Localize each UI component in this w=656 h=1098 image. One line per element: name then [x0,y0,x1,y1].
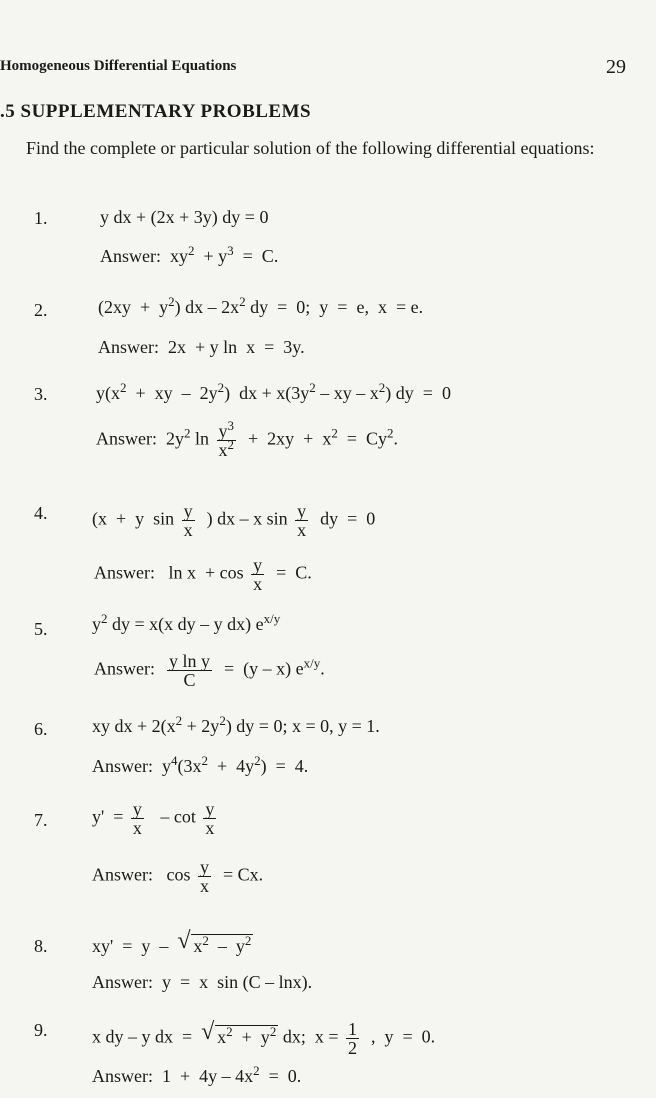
problem-number: 2. [34,300,48,320]
running-title: Homogeneous Differential Equations [0,58,237,74]
problem-equation: $y^2$ dy = x(x dy – y dx) $e^{x/y}$ [92,611,281,634]
fraction: $\frac{y}{x}$ [132,799,142,838]
problem-number: 1. [34,208,48,228]
problem-answer: Answer: $\frac{\text{y ln y}}{C}$ = (y – x) $e^{x/y}$. [94,651,325,690]
fraction: $\frac{y}{x}$ [253,555,263,594]
problem-answer: Answer: ln x + cos $\frac{y}{x}$ = C. [94,555,312,594]
square-root: √ $x^2 - y^2$ [177,928,252,956]
problem-equation: y dx + (2x + 3y) dy = 0 [100,207,269,227]
problem-answer: Answer: $xy^2 + y^3 = C$. [100,243,279,266]
section-title: .5 SUPPLEMENTARY PROBLEMS [0,101,312,122]
fraction: $\frac{\text{y ln y}}{C}$ [169,651,211,690]
problem-number: 6. [34,719,48,739]
problem-number: 3. [34,384,48,404]
fraction: $\frac{y}{x}$ [199,857,209,896]
fraction: $\frac{y}{x}$ [183,501,193,540]
section-intro: Find the complete or particular solution of the following differential equations: [26,138,595,158]
fraction: $\frac{y}{x}$ [297,501,307,540]
problem-answer: Answer: cos $\frac{y}{x}$ = Cx. [92,857,264,896]
problem-equation: xy' = y – √ $x^2 - y^2$ [92,928,252,956]
fraction: $\frac{y^3}{x^2}$ [218,418,235,460]
fraction: $\frac{y}{x}$ [205,799,215,838]
page-number: 29 [606,56,626,78]
problem-equation: xy dx + $2(x^2 + 2y^2)$ dy = 0; x = 0, y = 1. [92,713,380,736]
problem-number: 4. [34,503,48,523]
problem-answer: Answer: $1 + 4y - 4x^2 = 0$. [92,1063,302,1086]
problem-answer: Answer: $2y^2$ ln $\frac{y^3}{x^2}$ + $2xy + x^2 = Cy^2$. [96,418,398,460]
problem-answer: Answer: y = x sin (C – lnx). [92,972,313,992]
problem-equation: x dy – y dx = √ $x^2 + y^2$ dx; x = $\frac{1}{2}$ , y = 0. [92,1018,436,1058]
problem-equation: $(2xy + y^2)$ dx – $2x^2$ dy = 0; y = e, x = e. [98,294,424,317]
problem-number: 8. [34,936,48,956]
problem-equation: $y(x^2$ + xy – $2y^2$) dx + $x(3y^2$ – xy – $x^2$) dy = 0 [96,380,451,403]
problem-number: 9. [34,1020,48,1040]
problem-equation: y' = $\frac{y}{x}$ – cot $\frac{y}{x}$ [92,799,215,838]
fraction: $\frac{1}{2}$ [347,1019,357,1058]
square-root: √ $x^2 + y^2$ [201,1018,277,1047]
problem-answer: Answer: 2x + y ln x = 3y. [98,337,305,357]
problem-number: 5. [34,619,48,639]
problem-equation: (x + y sin $\frac{y}{x}$ ) dx – x sin $\frac{y}{x}$ dy = 0 [92,501,376,540]
problem-number: 7. [34,810,48,830]
problem-answer: Answer: $y^4(3x^2 + 4y^2) = 4$. [92,753,309,776]
